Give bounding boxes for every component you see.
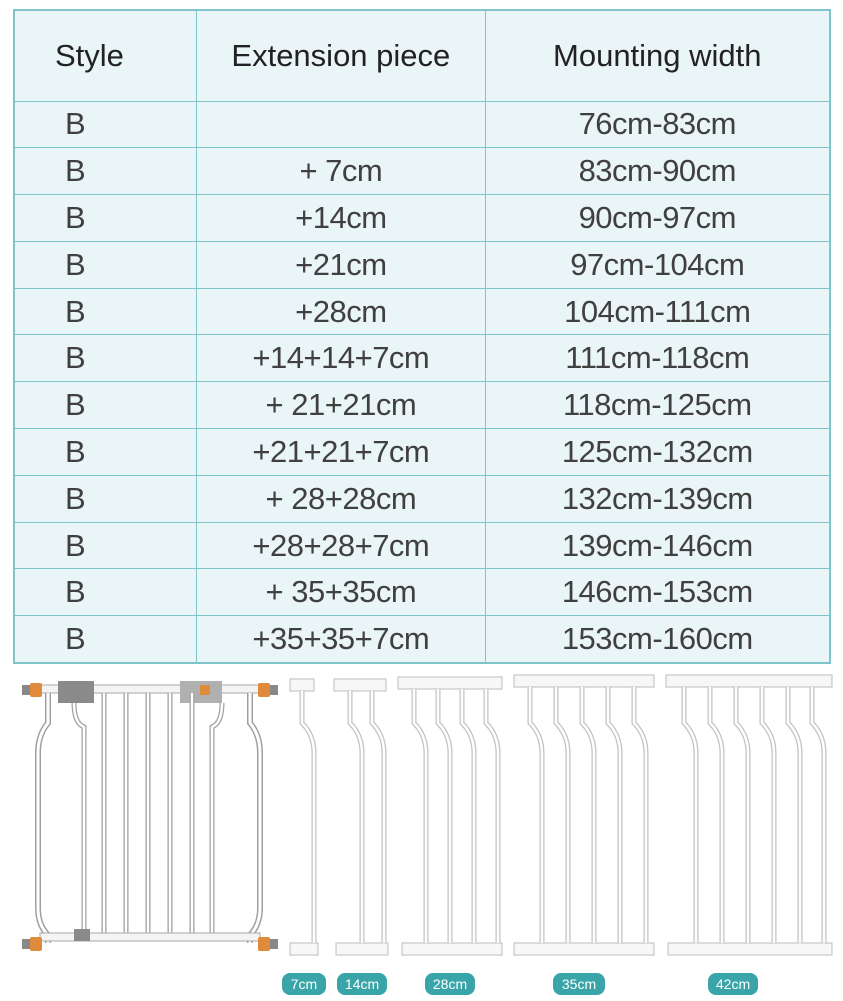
cell-style: B xyxy=(14,429,197,476)
extension-14cm-photo xyxy=(334,679,388,955)
table-row xyxy=(14,148,830,195)
spec-table xyxy=(13,9,831,664)
table-row xyxy=(14,429,830,476)
cell-style: B xyxy=(14,148,197,195)
cell-style: B xyxy=(14,382,197,429)
cell-extension-piece: +14cm xyxy=(197,195,485,242)
table-row xyxy=(14,101,830,148)
cell-mounting-width: 125cm-132cm xyxy=(485,429,830,476)
cell-mounting-width: 139cm-146cm xyxy=(485,522,830,569)
extension-7cm-photo xyxy=(290,679,318,955)
cell-extension-piece: +21cm xyxy=(197,241,485,288)
product-photos xyxy=(0,663,843,1001)
cell-style: B xyxy=(14,195,197,242)
cell-mounting-width: 90cm-97cm xyxy=(485,195,830,242)
table-row xyxy=(14,241,830,288)
cell-extension-piece: +14+14+7cm xyxy=(197,335,485,382)
cell-extension-piece xyxy=(197,101,485,148)
table-row xyxy=(14,335,830,382)
cell-extension-piece: +21+21+7cm xyxy=(197,429,485,476)
cell-mounting-width: 153cm-160cm xyxy=(485,616,830,663)
table-body xyxy=(14,101,830,663)
header-style: Style xyxy=(14,10,197,101)
table-row xyxy=(14,288,830,335)
table-row xyxy=(14,475,830,522)
cell-style: B xyxy=(14,241,197,288)
badge-28cm: 28cm xyxy=(425,973,475,995)
cell-style: B xyxy=(14,475,197,522)
gate-illustration xyxy=(0,663,843,1001)
extension-35cm-photo xyxy=(514,675,654,955)
badge-35cm: 35cm xyxy=(553,973,605,995)
cell-mounting-width: 97cm-104cm xyxy=(485,241,830,288)
cell-extension-piece: +28cm xyxy=(197,288,485,335)
cell-style: B xyxy=(14,288,197,335)
extension-42cm-photo xyxy=(666,675,832,955)
cell-mounting-width: 76cm-83cm xyxy=(485,101,830,148)
cell-style: B xyxy=(14,101,197,148)
cell-mounting-width: 83cm-90cm xyxy=(485,148,830,195)
table-row xyxy=(14,522,830,569)
header-extension-piece: Extension piece xyxy=(197,10,485,101)
header-mounting-width: Mounting width xyxy=(485,10,830,101)
extension-28cm-photo xyxy=(398,677,502,955)
badge-14cm: 14cm xyxy=(337,973,387,995)
cell-extension-piece: +35+35+7cm xyxy=(197,616,485,663)
cell-style: B xyxy=(14,569,197,616)
cell-mounting-width: 146cm-153cm xyxy=(485,569,830,616)
cell-style: B xyxy=(14,522,197,569)
badge-7cm: 7cm xyxy=(282,973,326,995)
cell-mounting-width: 104cm-111cm xyxy=(485,288,830,335)
table-header-row xyxy=(14,10,830,101)
badge-42cm: 42cm xyxy=(708,973,758,995)
table-row xyxy=(14,195,830,242)
table-row xyxy=(14,382,830,429)
cell-extension-piece: + 21+21cm xyxy=(197,382,485,429)
table-row xyxy=(14,616,830,663)
cell-mounting-width: 118cm-125cm xyxy=(485,382,830,429)
cell-style: B xyxy=(14,616,197,663)
cell-style: B xyxy=(14,335,197,382)
table-row xyxy=(14,569,830,616)
cell-extension-piece: + 35+35cm xyxy=(197,569,485,616)
cell-extension-piece: +28+28+7cm xyxy=(197,522,485,569)
cell-mounting-width: 132cm-139cm xyxy=(485,475,830,522)
cell-extension-piece: + 7cm xyxy=(197,148,485,195)
cell-extension-piece: + 28+28cm xyxy=(197,475,485,522)
cell-mounting-width: 111cm-118cm xyxy=(485,335,830,382)
baby-gate-photo xyxy=(22,681,278,951)
